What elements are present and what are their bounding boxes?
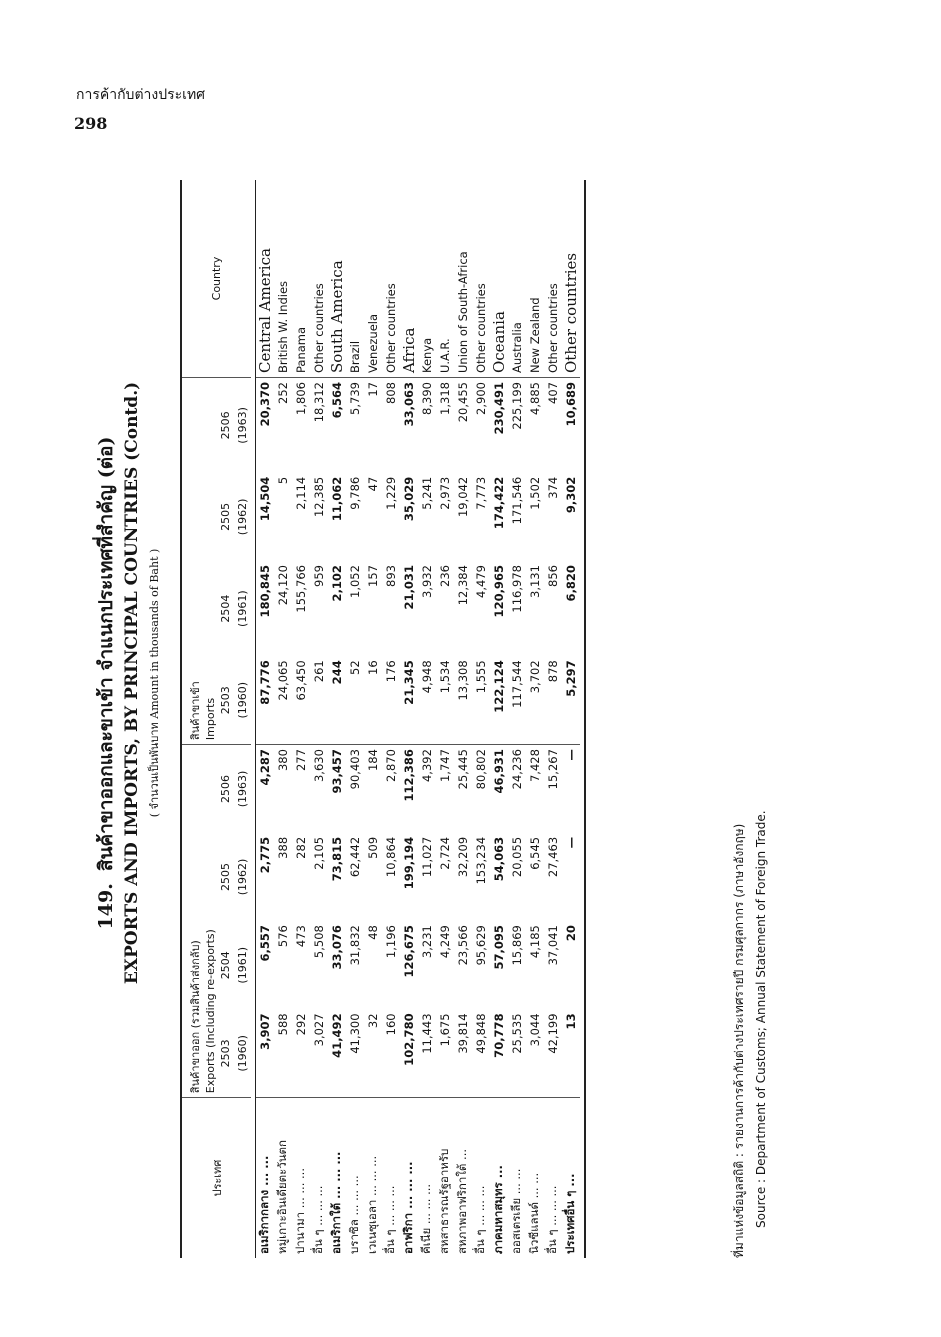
year-be: 2506 bbox=[219, 411, 232, 440]
import-value: 4,479 bbox=[474, 565, 488, 598]
imports-header bbox=[182, 378, 217, 745]
country-name-th: นิวซีแลนด์ ... ... bbox=[527, 1172, 541, 1254]
country-name-en: Other countries bbox=[472, 180, 490, 378]
export-value: 576 bbox=[276, 925, 290, 948]
import-value: 808 bbox=[384, 382, 398, 404]
export-value: 41,300 bbox=[346, 1009, 364, 1097]
import-value: 261 bbox=[310, 656, 328, 744]
country-name-th: อื่น ๆ ... ... ... bbox=[311, 1185, 325, 1254]
import-value: 1,318 bbox=[438, 382, 452, 415]
country-name-th: บราซิล ... ... ... bbox=[347, 1175, 361, 1254]
export-value: 25,445 bbox=[456, 749, 470, 790]
year-be: 2505 bbox=[219, 863, 232, 891]
export-value: 1,675 bbox=[436, 1009, 454, 1097]
export-value: 20 bbox=[564, 925, 578, 942]
import-value: 1,534 bbox=[436, 656, 454, 744]
year-be: 2504 bbox=[219, 594, 232, 623]
export-value: 4,249 bbox=[438, 925, 452, 959]
country-name-en: Oceania bbox=[490, 180, 508, 378]
import-value: 13,308 bbox=[454, 656, 472, 744]
import-value: 174,422 bbox=[492, 476, 506, 530]
export-value: 5,508 bbox=[312, 925, 326, 959]
import-value: 2,114 bbox=[294, 476, 308, 510]
export-value: 160 bbox=[382, 1009, 400, 1097]
import-value: 171,546 bbox=[510, 476, 524, 525]
country-header-en: Country bbox=[182, 180, 251, 378]
export-value: 62,442 bbox=[348, 836, 362, 878]
export-value: 31,832 bbox=[348, 925, 362, 966]
export-value: 39,814 bbox=[454, 1009, 472, 1097]
country-name-en: Kenya bbox=[418, 180, 436, 378]
import-value: 12,385 bbox=[312, 476, 326, 518]
import-value: 236 bbox=[438, 565, 452, 587]
export-value: 15,267 bbox=[546, 749, 560, 790]
country-header-th: ประเทศ bbox=[210, 1159, 224, 1197]
export-value: 11,443 bbox=[418, 1009, 436, 1097]
year-be: 2504 bbox=[219, 951, 232, 980]
unit-note: ( จำนวนเป็นพันบาท Amount in thousands of Baht ) bbox=[148, 548, 161, 818]
export-value: 6,545 bbox=[528, 836, 542, 870]
export-value: 33,076 bbox=[330, 925, 344, 970]
source-thai: ที่มาแห่งข้อมูลสถิติ : รายงานการค้ากับต่างประเทศรายปี กรมศุลกากร (ภาษาอังกฤษ) bbox=[732, 823, 746, 1258]
export-value: 70,778 bbox=[490, 1009, 508, 1097]
import-value: 407 bbox=[546, 382, 560, 404]
export-value: 95,629 bbox=[474, 925, 488, 966]
country-name-en: Australia bbox=[508, 180, 526, 378]
export-value: 93,457 bbox=[330, 749, 344, 794]
country-name-th: ปานามา ... ... ... bbox=[293, 1168, 307, 1254]
import-value: 20,370 bbox=[258, 382, 272, 427]
import-value: 47 bbox=[366, 476, 380, 492]
import-value: 35,029 bbox=[402, 476, 416, 522]
export-value: 48 bbox=[366, 925, 380, 940]
table-row bbox=[472, 180, 490, 1258]
table-row bbox=[364, 180, 382, 1258]
region-row bbox=[562, 180, 580, 1258]
region-row bbox=[256, 180, 275, 1258]
export-value: 3,630 bbox=[312, 749, 326, 783]
year-ad: (1962) bbox=[236, 498, 249, 536]
import-value: 63,450 bbox=[292, 656, 310, 744]
import-value: 9,302 bbox=[564, 476, 578, 514]
table-row bbox=[292, 180, 310, 1258]
import-value: 12,384 bbox=[456, 565, 470, 606]
export-value: 32,209 bbox=[456, 836, 470, 878]
import-value: 157 bbox=[366, 565, 380, 587]
import-value: 24,065 bbox=[274, 656, 292, 744]
import-value: 24,120 bbox=[276, 565, 290, 606]
export-value: 49,848 bbox=[472, 1009, 490, 1097]
country-name-en: British W. Indies bbox=[274, 180, 292, 378]
import-value: 5,241 bbox=[420, 476, 434, 510]
exports-header-th: สินค้าขาออก (รวมสินค้าส่งกลับ) bbox=[189, 940, 202, 1094]
import-value: 7,773 bbox=[474, 476, 488, 510]
exports-header bbox=[182, 745, 217, 1098]
export-value: 473 bbox=[294, 925, 308, 948]
export-value: 277 bbox=[294, 749, 308, 772]
import-value: 1,555 bbox=[472, 656, 490, 744]
import-value: 8,390 bbox=[420, 382, 434, 415]
import-value: 21,031 bbox=[402, 565, 416, 610]
import-value: 155,766 bbox=[294, 565, 308, 613]
export-value: 24,236 bbox=[510, 749, 524, 790]
import-value: 18,312 bbox=[312, 382, 326, 423]
year-ad: (1963) bbox=[236, 770, 249, 808]
year-ad: (1963) bbox=[236, 407, 249, 444]
import-value: 14,504 bbox=[258, 476, 272, 522]
import-value: 2,102 bbox=[330, 565, 344, 602]
export-value: 2,775 bbox=[258, 836, 272, 874]
export-value: 1,747 bbox=[438, 749, 452, 783]
import-value: 116,978 bbox=[510, 565, 524, 613]
country-name-th: คีเนีย ... ... ... bbox=[419, 1183, 433, 1254]
import-value: 52 bbox=[346, 656, 364, 744]
year-ad: (1962) bbox=[236, 858, 249, 896]
export-value: 46,931 bbox=[492, 749, 506, 794]
export-value: 153,234 bbox=[474, 836, 488, 885]
table-row bbox=[544, 180, 562, 1258]
country-name-en: Africa bbox=[400, 180, 418, 378]
country-name-th: ประเทศอื่น ๆ ... bbox=[563, 1173, 577, 1254]
table-row bbox=[418, 180, 436, 1258]
country-name-th: อื่น ๆ ... ... ... bbox=[473, 1185, 487, 1254]
export-value: 54,063 bbox=[492, 836, 506, 882]
export-value: 3,044 bbox=[526, 1009, 544, 1097]
country-name-th: สหภาพอาฟริกาใต้ ... bbox=[455, 1148, 469, 1254]
country-name-th: อื่น ๆ ... ... ... bbox=[383, 1185, 397, 1254]
export-value: 23,566 bbox=[456, 925, 470, 966]
import-value: 6,564 bbox=[330, 382, 344, 419]
export-value: 388 bbox=[276, 836, 290, 859]
export-value: 42,199 bbox=[544, 1009, 562, 1097]
export-value: 4,185 bbox=[528, 925, 542, 959]
export-value: 2,105 bbox=[312, 836, 326, 870]
export-value: 199,194 bbox=[402, 836, 416, 890]
import-value: 3,702 bbox=[526, 656, 544, 744]
import-value: 117,544 bbox=[508, 656, 526, 744]
export-value: 20,055 bbox=[510, 836, 524, 878]
source-note bbox=[728, 258, 772, 1258]
year-header bbox=[217, 833, 251, 921]
import-value: 120,965 bbox=[492, 565, 506, 618]
country-name-th: อื่น ๆ ... ... ... bbox=[545, 1185, 559, 1254]
import-value: 856 bbox=[546, 565, 560, 587]
import-value: 1,806 bbox=[294, 382, 308, 415]
export-value: 7,428 bbox=[528, 749, 542, 783]
export-value: 380 bbox=[276, 749, 290, 772]
section-header: การค้ากับต่างประเทศ bbox=[76, 87, 206, 103]
import-value: 4,885 bbox=[528, 382, 542, 415]
import-value: 2,900 bbox=[474, 382, 488, 415]
table-title bbox=[91, 273, 163, 1093]
export-value: 588 bbox=[274, 1009, 292, 1097]
import-value: 6,820 bbox=[564, 565, 578, 602]
source-english: Source : Department of Customs; Annual Statement of Foreign Trade. bbox=[754, 810, 768, 1228]
country-name-en: Union of South-Africa bbox=[454, 180, 472, 378]
import-value: 5 bbox=[276, 476, 290, 485]
table-row bbox=[508, 180, 526, 1258]
imports-header-en: Imports bbox=[204, 697, 217, 741]
export-value: 37,041 bbox=[546, 925, 560, 966]
year-ad: (1960) bbox=[236, 681, 249, 719]
year-header bbox=[217, 378, 251, 473]
country-name-th: ออสเตรเลีย ... ... bbox=[509, 1168, 523, 1254]
export-value: 27,463 bbox=[546, 836, 560, 878]
import-value: 5,739 bbox=[348, 382, 362, 415]
export-value: 90,403 bbox=[348, 749, 362, 790]
year-header bbox=[217, 921, 251, 1009]
import-value: 180,845 bbox=[258, 565, 272, 618]
import-value: 225,199 bbox=[510, 382, 524, 430]
year-be: 2505 bbox=[219, 502, 232, 531]
import-value: 17 bbox=[366, 382, 380, 397]
country-name-en: Venezuela bbox=[364, 180, 382, 378]
country-name-en: Other countries bbox=[562, 180, 580, 378]
export-value: 41,492 bbox=[328, 1009, 346, 1097]
export-value: 3,231 bbox=[420, 925, 434, 959]
table-row bbox=[346, 180, 364, 1258]
country-name-th: อเมริกากลาง ... ... bbox=[257, 1155, 271, 1254]
export-value: 1,196 bbox=[384, 925, 398, 959]
country-name-en: Other countries bbox=[544, 180, 562, 378]
country-name-en: Other countries bbox=[382, 180, 400, 378]
table-row bbox=[526, 180, 544, 1258]
export-value: 3,027 bbox=[310, 1009, 328, 1097]
import-value: 4,948 bbox=[418, 656, 436, 744]
year-be: 2506 bbox=[219, 774, 232, 803]
country-name-th: สหสาธารณรัฐอาหรับ bbox=[437, 1148, 451, 1254]
import-value: 9,786 bbox=[348, 476, 362, 510]
import-value: 252 bbox=[276, 382, 290, 404]
import-value: 244 bbox=[328, 656, 346, 744]
trade-table bbox=[180, 180, 586, 1258]
export-value: 11,027 bbox=[420, 836, 434, 878]
import-value: 21,345 bbox=[400, 656, 418, 744]
region-row bbox=[400, 180, 418, 1258]
table-row bbox=[382, 180, 400, 1258]
title-english: EXPORTS AND IMPORTS, BY PRINCIPAL COUNTRIES (Contd.) bbox=[122, 381, 142, 985]
country-name-en: Brazil bbox=[346, 180, 364, 378]
import-value: 10,689 bbox=[564, 382, 578, 427]
export-value: 32 bbox=[364, 1009, 382, 1097]
export-value: 4,392 bbox=[420, 749, 434, 783]
country-name-th: อาฟริกา ... ... ... bbox=[401, 1161, 415, 1254]
export-value: 25,535 bbox=[508, 1009, 526, 1097]
table-row bbox=[436, 180, 454, 1258]
year-ad: (1961) bbox=[236, 590, 249, 627]
country-name-th: เวเนซุเอลา ... ... ... bbox=[365, 1155, 379, 1254]
export-value: 80,802 bbox=[474, 749, 488, 790]
export-value: 57,095 bbox=[492, 925, 506, 970]
import-value: 893 bbox=[384, 565, 398, 587]
exports-header-en: Exports (Including re-exports) bbox=[204, 929, 217, 1094]
import-value: 1,052 bbox=[348, 565, 362, 598]
import-value: 16 bbox=[364, 656, 382, 744]
import-value: 878 bbox=[544, 656, 562, 744]
import-value: 19,042 bbox=[456, 476, 470, 518]
country-name-th: อเมริกาใต้ ... ... ... bbox=[329, 1151, 343, 1254]
country-name-th: ภาคมหาสมุทร ... bbox=[491, 1165, 505, 1254]
table-row bbox=[310, 180, 328, 1258]
export-value: — bbox=[564, 836, 578, 849]
year-header bbox=[217, 745, 251, 833]
import-value: 176 bbox=[382, 656, 400, 744]
import-value: 3,131 bbox=[528, 565, 542, 598]
import-value: 11,062 bbox=[330, 476, 344, 522]
table-number: 149. bbox=[95, 883, 117, 930]
export-value: 102,780 bbox=[400, 1009, 418, 1097]
country-name-en: Other countries bbox=[310, 180, 328, 378]
export-value: 73,815 bbox=[330, 836, 344, 882]
table-row bbox=[274, 180, 292, 1258]
imports-header-th: สินค้าขาเข้า bbox=[189, 681, 202, 741]
country-name-en: U.A.R. bbox=[436, 180, 454, 378]
year-header bbox=[217, 473, 251, 561]
country-name-en: New Zealand bbox=[526, 180, 544, 378]
export-value: 10,864 bbox=[384, 836, 398, 878]
table-row bbox=[454, 180, 472, 1258]
country-name-en: Panama bbox=[292, 180, 310, 378]
year-be: 2503 bbox=[219, 686, 232, 715]
import-value: 1,502 bbox=[528, 476, 542, 510]
page-number: 298 bbox=[74, 114, 108, 133]
import-value: 374 bbox=[546, 476, 560, 499]
export-value: 292 bbox=[292, 1009, 310, 1097]
export-value: 509 bbox=[366, 836, 380, 859]
import-value: 1,229 bbox=[384, 476, 398, 510]
year-header bbox=[217, 561, 251, 656]
country-name-th: หมู่เกาะอินเดียตะวันตก bbox=[275, 1140, 289, 1254]
export-value: 15,869 bbox=[510, 925, 524, 966]
import-value: 33,063 bbox=[402, 382, 416, 427]
import-value: 230,491 bbox=[492, 382, 506, 435]
year-ad: (1960) bbox=[236, 1035, 249, 1072]
year-ad: (1961) bbox=[236, 947, 249, 984]
year-be: 2503 bbox=[219, 1039, 232, 1068]
export-value: 6,557 bbox=[258, 925, 272, 962]
import-value: 122,124 bbox=[490, 656, 508, 744]
export-value: — bbox=[564, 749, 578, 761]
export-value: 13 bbox=[562, 1009, 580, 1097]
rotated-table-page bbox=[88, 178, 788, 1258]
export-value: 2,724 bbox=[438, 836, 452, 870]
export-value: 4,287 bbox=[258, 749, 272, 786]
import-value: 959 bbox=[312, 565, 326, 587]
export-value: 184 bbox=[366, 749, 380, 772]
year-header bbox=[217, 1009, 251, 1097]
region-row bbox=[490, 180, 508, 1258]
import-value: 20,455 bbox=[456, 382, 470, 423]
import-value: 2,973 bbox=[438, 476, 452, 510]
region-row bbox=[328, 180, 346, 1258]
export-value: 112,386 bbox=[402, 749, 416, 802]
country-name-en: Central America bbox=[256, 180, 275, 378]
export-value: 3,907 bbox=[256, 1009, 275, 1097]
year-header bbox=[217, 656, 251, 744]
export-value: 282 bbox=[294, 836, 308, 859]
import-value: 3,932 bbox=[420, 565, 434, 598]
export-value: 126,675 bbox=[402, 925, 416, 978]
import-value: 5,297 bbox=[562, 656, 580, 744]
export-value: 2,870 bbox=[384, 749, 398, 783]
title-thai: สินค้าขาออกและขาเข้า จำแนกประเทศที่สำคัญ (ต่อ) bbox=[95, 436, 117, 872]
country-name-en: South America bbox=[328, 180, 346, 378]
import-value: 87,776 bbox=[256, 656, 275, 744]
